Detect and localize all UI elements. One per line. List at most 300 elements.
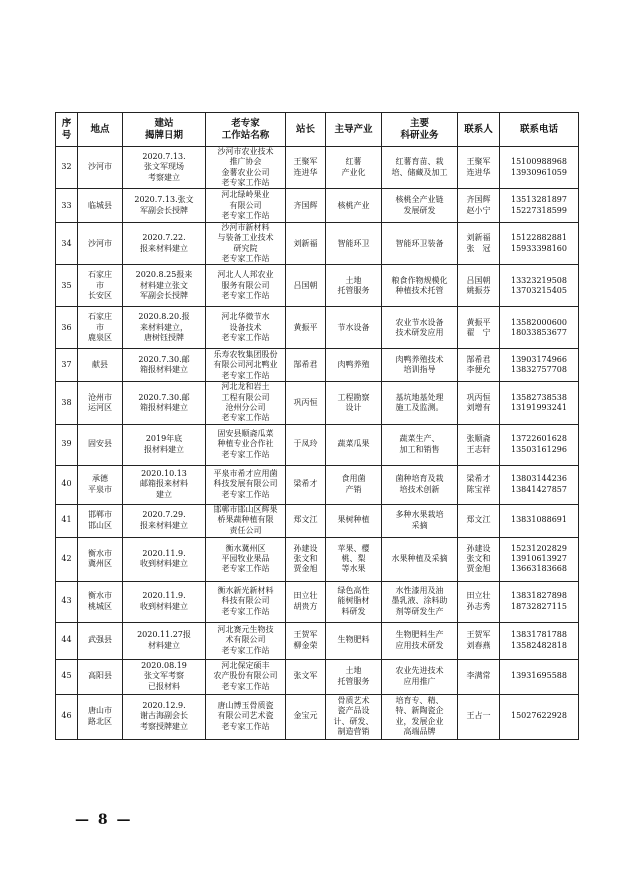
cell-text: 13722601628 [511, 434, 567, 444]
cell-text: 高阳县 [88, 671, 112, 681]
research-business-cell [382, 189, 458, 223]
workstation-name-cell [206, 659, 286, 694]
workstation-name-cell [206, 189, 286, 223]
cell-text: 特、新陶瓷企 [395, 706, 444, 716]
contact-phone-cell [500, 223, 579, 265]
cell-text: 13910613927 [511, 553, 567, 563]
cell-text: 赵小宁 [466, 205, 491, 215]
cell-text: 梁希才 [293, 479, 318, 489]
location-cell [78, 382, 123, 424]
cell-text: 邯郸市邯山区辉果 [213, 505, 278, 515]
cell-text: 田立壮 [293, 591, 318, 601]
cell-text: 乐寿农牧集团股份 [213, 349, 278, 359]
cell-text: 张文军考察 [144, 671, 184, 681]
contact-person-cell [458, 581, 500, 622]
cell-text: 15122882881 [511, 233, 567, 243]
cell-text: 2020.7.30.邮 [138, 392, 190, 402]
cell-text: 45 [61, 671, 72, 681]
cell-text: 13831781788 [511, 630, 567, 640]
main-industry-cell [326, 659, 382, 694]
cell-text: 32 [61, 162, 72, 172]
cell-text: 巩丙恒 [293, 397, 318, 407]
cell-text: 38 [61, 397, 72, 407]
header-label: 号 [61, 129, 72, 141]
cell-text: 临城县 [88, 200, 112, 210]
cell-text: 收到材料建立 [140, 559, 188, 569]
cell-text: 金薯农业公司 [221, 167, 270, 177]
header-label: 科研业务 [400, 129, 439, 141]
cell-text: 平园牧业果品 [221, 553, 270, 563]
table-row [56, 265, 579, 307]
contact-person-cell [458, 622, 500, 659]
cell-text: 王贺军 [293, 630, 318, 640]
station-chief-cell [286, 382, 326, 424]
cell-text: 刘增有 [466, 402, 491, 412]
research-business-cell [382, 465, 458, 504]
cell-text: 高端品牌 [403, 726, 436, 736]
cell-text: 箱报材料建立 [140, 365, 188, 375]
cell-text: 考察建立 [148, 172, 180, 182]
research-business-cell [382, 504, 458, 537]
cell-text: 科技有限公司 [221, 596, 270, 606]
cell-text: 15933398160 [511, 243, 567, 253]
cell-text: 沧州市 [88, 392, 112, 402]
established-date-cell [123, 465, 206, 504]
main-industry-cell [326, 622, 382, 659]
cell-text: 18033853677 [511, 327, 567, 337]
cell-text: 与装备工业技术 [217, 233, 274, 243]
cell-text: 孙建设 [466, 543, 491, 553]
cell-text: 胡贵方 [293, 601, 318, 611]
main-industry-cell [326, 694, 382, 739]
cell-text: 市 [96, 280, 104, 290]
established-date-cell [123, 265, 206, 307]
cell-text: 肉鸭养殖技术 [395, 355, 444, 365]
cell-text: 2020.11.9. [142, 548, 186, 558]
cell-text: 35 [61, 280, 72, 290]
table-row [56, 581, 579, 622]
cell-text: 节水设备 [337, 322, 370, 332]
cell-text: 有限公司 [229, 200, 262, 210]
cell-text: 2020.7.22. [142, 233, 186, 243]
cell-text: 贾金旭 [293, 564, 318, 574]
table-row [56, 382, 579, 424]
cell-text: 市 [96, 322, 104, 332]
cell-text: 老专家工作站 [221, 681, 270, 691]
table-row [56, 307, 579, 349]
cell-text: 15227318599 [511, 205, 567, 215]
cell-text: 苹果、樱 [337, 543, 370, 553]
expert-workstation-table [55, 112, 579, 740]
cell-text: 红薯育苗、栽 [395, 157, 444, 167]
header-established-date [123, 113, 206, 147]
table-row [56, 223, 579, 265]
cell-text: 姚振芬 [466, 285, 491, 295]
cell-text: 多种水果栽培 [395, 510, 444, 520]
cell-text: 13903174966 [511, 355, 567, 365]
workstation-name-cell [206, 147, 286, 189]
cell-text: 农业先进技术 [395, 666, 444, 676]
cell-text: 鹿泉区 [88, 333, 112, 343]
cell-text: 计、研发、 [333, 716, 374, 726]
station-chief-cell [286, 147, 326, 189]
cell-text: 产销 [345, 484, 362, 494]
cell-text: 技术研发应用 [395, 327, 444, 337]
workstation-name-cell [206, 307, 286, 349]
cell-text: 加工和销售 [399, 444, 440, 454]
established-date-cell [123, 223, 206, 265]
research-business-cell [382, 537, 458, 581]
seq-cell [56, 537, 78, 581]
main-industry-cell [326, 382, 382, 424]
cell-text: 培育专、精、 [395, 695, 444, 705]
cell-text: 王占一 [466, 711, 491, 721]
contact-phone-cell [500, 465, 579, 504]
header-label: 联系电话 [519, 123, 558, 135]
cell-text: 石家庄 [88, 312, 112, 322]
contact-person-cell [458, 382, 500, 424]
cell-text: 食用菌 [341, 474, 366, 484]
cell-text: 土地 [345, 666, 362, 676]
cell-text: 固安县顺斋瓜菜 [217, 429, 274, 439]
research-business-cell [382, 307, 458, 349]
header-label: 联系人 [464, 123, 493, 135]
cell-text: 13703215405 [511, 285, 567, 295]
cell-text: 13582000600 [511, 317, 567, 327]
workstation-name-cell [206, 465, 286, 504]
established-date-cell [123, 659, 206, 694]
research-business-cell [382, 424, 458, 465]
cell-text: 老专家工作站 [221, 370, 270, 380]
cell-text: 报来材料建立 [140, 520, 188, 530]
cell-text: 运河区 [88, 402, 112, 412]
cell-text: 红薯 [345, 157, 362, 167]
cell-text: 沙河市新材料 [221, 223, 270, 233]
cell-text: 孙建设 [293, 543, 318, 553]
cell-text: 2020.7.29. [142, 510, 186, 520]
workstation-name-cell [206, 504, 286, 537]
established-date-cell [123, 189, 206, 223]
workstation-name-cell [206, 349, 286, 382]
workstation-name-cell [206, 581, 286, 622]
cell-text: 报来材料建立 [140, 243, 188, 253]
header-label: 站长 [295, 123, 315, 135]
seq-cell [56, 382, 78, 424]
cell-text: 巩丙恒 [466, 392, 491, 402]
main-industry-cell [326, 307, 382, 349]
cell-text: 2020.8.25报来 [135, 270, 193, 280]
cell-text: 老专家工作站 [221, 333, 270, 343]
cell-text: 18732827115 [511, 601, 567, 611]
table-row [56, 504, 579, 537]
station-chief-cell [286, 694, 326, 739]
cell-text: 2020.8.20.报 [138, 312, 190, 322]
cell-text: 服务有限公司 [221, 280, 270, 290]
cell-text: 衡水冀州区 [225, 543, 266, 553]
cell-text: 老专家工作站 [221, 449, 270, 459]
table-row [56, 189, 579, 223]
cell-text: 2020.7.13.张文 [134, 195, 194, 205]
cell-text: 15027622928 [511, 711, 567, 721]
cell-text: 2020.7.13. [142, 152, 186, 162]
cell-text: 2019年底 [145, 434, 183, 444]
cell-text: 田立壮 [466, 591, 491, 601]
cell-text: 桥果蔬种植有限 [217, 515, 274, 525]
cell-text: 剂等研发生产 [395, 606, 444, 616]
main-industry-cell [326, 581, 382, 622]
cell-text: 托管服务 [337, 285, 370, 295]
cell-text: 平泉市希才应用菌 [213, 469, 278, 479]
cell-text: 武强县 [88, 635, 112, 645]
contact-person-cell [458, 307, 500, 349]
cell-text: 34 [61, 238, 72, 248]
cell-text: 李便允 [466, 365, 491, 375]
cell-text: 2020.08.19 [141, 661, 187, 671]
cell-text: 沙河市农业技术 [217, 147, 274, 156]
header-seq [56, 113, 78, 147]
established-date-cell [123, 504, 206, 537]
cell-text: 发展研发 [403, 205, 436, 215]
contact-phone-cell [500, 382, 579, 424]
seq-cell [56, 189, 78, 223]
research-business-cell [382, 223, 458, 265]
seq-cell [56, 581, 78, 622]
cell-text: 柳金荣 [293, 640, 318, 650]
cell-text: 老专家工作站 [221, 606, 270, 616]
cell-text: 箱报材料建立 [140, 402, 188, 412]
cell-text: 刘新福 [293, 238, 318, 248]
cell-text: 河北保定硕丰 [221, 661, 270, 671]
header-contact-person [458, 113, 500, 147]
cell-text: 应用推广 [403, 676, 436, 686]
contact-person-cell [458, 349, 500, 382]
cell-text: 土地 [345, 275, 362, 285]
cell-text: 等水果 [341, 564, 366, 574]
cell-text: 河北绿岭果业 [221, 190, 270, 200]
cell-text: 有限公司艺术瓷 [217, 711, 274, 721]
cell-text: 材料建立张文 [140, 280, 188, 290]
cell-text: 13513281897 [511, 195, 567, 205]
cell-text: 2020.10.13 [141, 469, 187, 479]
cell-text: 王聚军 [466, 157, 491, 167]
workstation-name-cell [206, 537, 286, 581]
contact-phone-cell [500, 349, 579, 382]
cell-text: 13323219508 [511, 275, 567, 285]
cell-text: 军副会长授牌 [140, 291, 188, 301]
contact-person-cell [458, 465, 500, 504]
cell-text: 孙志秀 [466, 601, 491, 611]
cell-text: 黄振平 [466, 317, 491, 327]
cell-text: 唐山博玉骨质瓷 [217, 701, 274, 711]
cell-text: 种植专业合作社 [217, 439, 274, 449]
cell-text: 沧州分公司 [225, 402, 266, 412]
workstation-name-cell [206, 424, 286, 465]
cell-text: 报材料建立 [144, 444, 184, 454]
cell-text: 44 [61, 635, 72, 645]
cell-text: 长安区 [88, 291, 112, 301]
workstation-name-cell [206, 694, 286, 739]
cell-text: 郜希君 [466, 355, 491, 365]
contact-phone-cell [500, 694, 579, 739]
cell-text: 核桃全产业链 [395, 195, 444, 205]
location-cell [78, 694, 123, 739]
research-business-cell [382, 265, 458, 307]
cell-text: 粮食作物规模化 [391, 275, 448, 285]
station-chief-cell [286, 622, 326, 659]
cell-text: 邯山区 [88, 520, 112, 530]
cell-text: 培、储藏及加工 [391, 167, 448, 177]
cell-text: 老专家工作站 [221, 210, 270, 220]
cell-text: 收到材料建立 [140, 601, 188, 611]
cell-text: 设计 [345, 402, 362, 412]
station-chief-cell [286, 659, 326, 694]
station-chief-cell [286, 465, 326, 504]
cell-text: 2020.12.9. [142, 701, 186, 711]
contact-person-cell [458, 223, 500, 265]
cell-text: 唐树钰授牌 [144, 333, 184, 343]
seq-cell [56, 694, 78, 739]
cell-text: 培训指导 [403, 365, 436, 375]
cell-text: 黄振平 [293, 322, 318, 332]
location-cell [78, 424, 123, 465]
cell-text: 邮箱报来材料 [140, 479, 188, 489]
cell-text: 13503161296 [511, 444, 567, 454]
table-body [56, 147, 579, 740]
cell-text: 吕国朝 [466, 275, 491, 285]
cell-text: 王聚军 [293, 157, 318, 167]
cell-text: 工程勘察 [337, 392, 370, 402]
location-cell [78, 537, 123, 581]
cell-text: 郑文江 [293, 515, 318, 525]
cell-text: 河北赛元生物技 [217, 625, 274, 635]
cell-text: 骨质艺术 [337, 695, 370, 705]
location-cell [78, 659, 123, 694]
main-industry-cell [326, 537, 382, 581]
cell-text: 设备技术 [229, 322, 262, 332]
cell-text: 水性漆用及油 [395, 586, 444, 596]
cell-text: 37 [61, 360, 72, 370]
seq-cell [56, 349, 78, 382]
table-row [56, 622, 579, 659]
cell-text: 张顺斋 [466, 434, 491, 444]
cell-text: 13582482818 [511, 640, 567, 650]
seq-cell [56, 504, 78, 537]
cell-text: 平泉市 [88, 484, 112, 494]
cell-text: 固安县 [88, 439, 112, 449]
table-row [56, 537, 579, 581]
cell-text: 46 [61, 711, 72, 721]
contact-phone-cell [500, 504, 579, 537]
cell-text: 王贺军 [466, 630, 491, 640]
cell-text: 承德 [92, 474, 108, 484]
location-cell [78, 265, 123, 307]
cell-text: 13931695588 [511, 671, 567, 681]
header-station-chief [286, 113, 326, 147]
location-cell [78, 147, 123, 189]
cell-text: 核桃产业 [337, 200, 370, 210]
contact-phone-cell [500, 659, 579, 694]
cell-text: 河北龙和岩土 [221, 382, 270, 392]
cell-text: 谢古海副会长 [140, 711, 188, 721]
location-cell [78, 504, 123, 537]
cell-text: 40 [61, 479, 72, 489]
cell-text: 刘新福 [466, 233, 491, 243]
cell-text: 有限公司河北鸭业 [213, 360, 278, 370]
main-industry-cell [326, 147, 382, 189]
seq-cell [56, 307, 78, 349]
cell-text: 齐国辉 [466, 195, 491, 205]
main-industry-cell [326, 424, 382, 465]
cell-text: 贾金旭 [466, 564, 491, 574]
established-date-cell [123, 537, 206, 581]
established-date-cell [123, 382, 206, 424]
cell-text: 老专家工作站 [221, 645, 270, 655]
cell-text: 郑文江 [466, 515, 491, 525]
cell-text: 产业化 [341, 167, 366, 177]
workstation-name-cell [206, 382, 286, 424]
cell-text: 冀州区 [88, 559, 112, 569]
cell-text: 老专家工作站 [221, 721, 270, 731]
page-number: — 8 — [75, 812, 133, 828]
cell-text: 郜希君 [293, 360, 318, 370]
contact-phone-cell [500, 622, 579, 659]
table-header-row [56, 113, 579, 147]
station-chief-cell [286, 307, 326, 349]
header-label: 老专家 [231, 118, 260, 129]
location-cell [78, 622, 123, 659]
cell-text: 13582738538 [511, 392, 567, 402]
contact-phone-cell [500, 424, 579, 465]
cell-text: 33 [61, 200, 72, 210]
contact-person-cell [458, 504, 500, 537]
cell-text: 绿色高性 [337, 586, 370, 596]
cell-text: 老专家工作站 [221, 177, 270, 187]
cell-text: 蔬菜生产、 [399, 434, 440, 444]
header-label: 工作站名称 [221, 129, 270, 141]
cell-text: 张文和 [466, 553, 491, 563]
cell-text: 菌种培育及栽 [395, 474, 444, 484]
seq-cell [56, 465, 78, 504]
station-chief-cell [286, 424, 326, 465]
seq-cell [56, 265, 78, 307]
location-cell [78, 189, 123, 223]
cell-text: 13930961059 [511, 167, 567, 177]
location-cell [78, 465, 123, 504]
cell-text: 2020.7.30.邮 [138, 355, 190, 365]
cell-text: 基坑地基处理 [395, 392, 444, 402]
cell-text: 工程有限公司 [221, 392, 270, 402]
cell-text: 业，发展企业 [395, 716, 444, 726]
cell-text: 果树种植 [337, 515, 370, 525]
header-main-industry [326, 113, 382, 147]
contact-phone-cell [500, 147, 579, 189]
cell-text: 36 [61, 322, 72, 332]
established-date-cell [123, 694, 206, 739]
cell-text: 于凤玲 [293, 439, 318, 449]
cell-text: 蔬菜瓜果 [337, 439, 370, 449]
table-row [56, 349, 579, 382]
established-date-cell [123, 424, 206, 465]
cell-text: 41 [61, 515, 72, 525]
cell-text: 沙河市 [88, 162, 112, 172]
cell-text: 张文军现场 [144, 162, 184, 172]
header-research-business [382, 113, 458, 147]
cell-text: 陈宝祥 [466, 484, 491, 494]
cell-text: 能树脂材 [337, 596, 370, 606]
table-row [56, 659, 579, 694]
cell-text: 智能环卫装备 [395, 238, 444, 248]
cell-text: 梁希才 [466, 474, 491, 484]
